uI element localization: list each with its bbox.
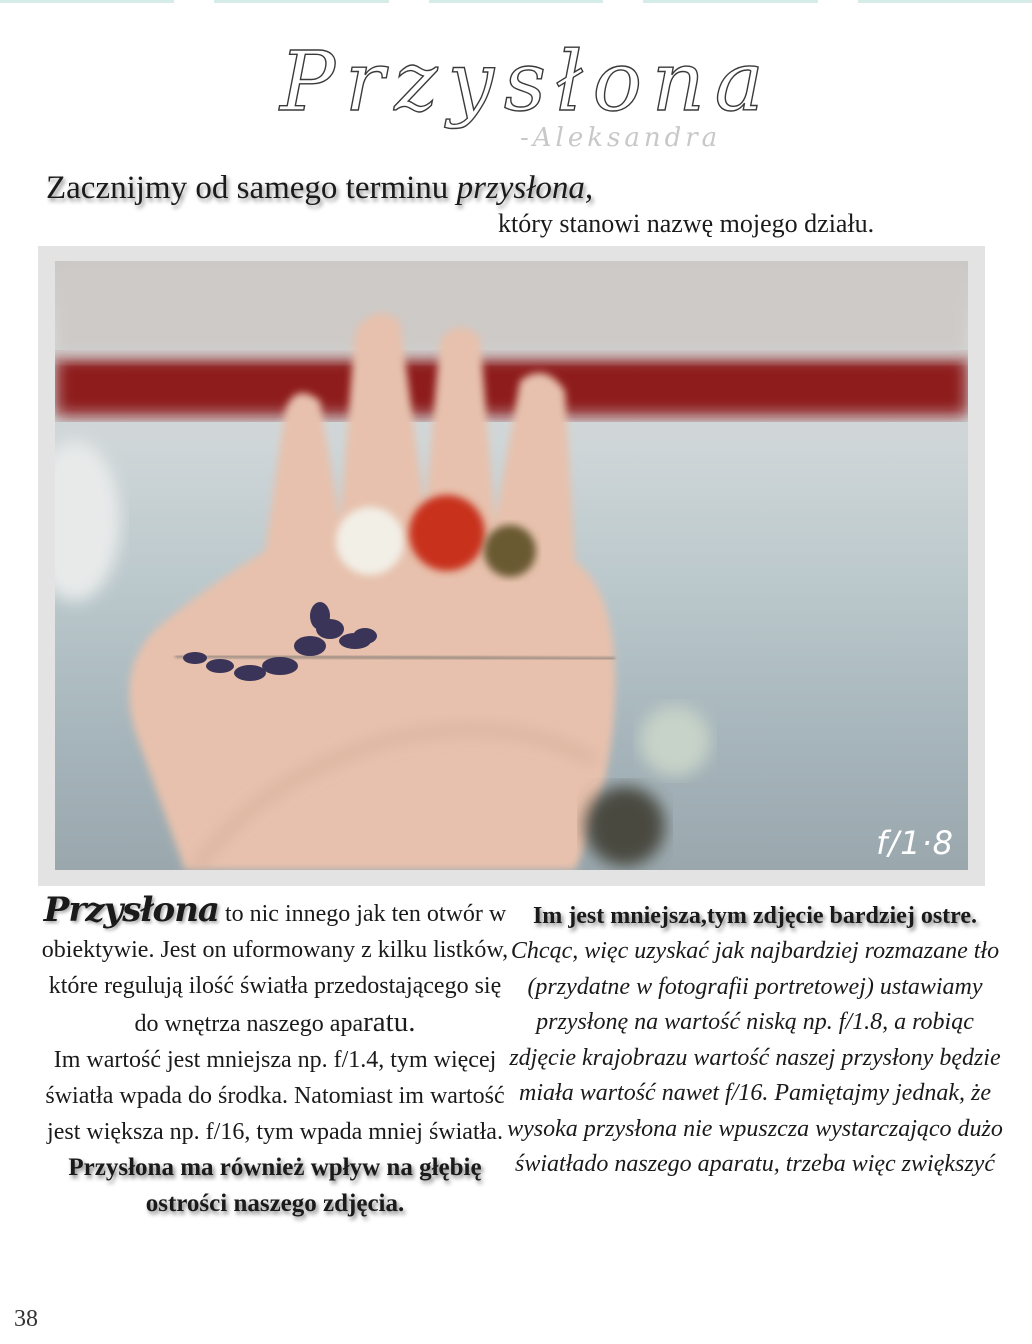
photo-illustration bbox=[55, 261, 968, 870]
hand-lavender-photo bbox=[55, 261, 968, 870]
aperture-label: f/1·8 bbox=[876, 824, 954, 862]
intro-headline bbox=[46, 170, 593, 207]
lead-word: Przysłona bbox=[43, 890, 219, 930]
left-p1-big: ratu. bbox=[363, 1006, 416, 1038]
right-paragraph-1: Im jest mniejsza,tym zdjęcie bardziej ostre. bbox=[532, 903, 978, 929]
intro-subline: który stanowi nazwę mojego działu. bbox=[498, 209, 875, 238]
left-paragraph-2: Im wartość jest mniejsza np. f/1.4, tym więcej światła wpada do środka. Natomiast im wartość jest większa np. f/16, tym wpada mniej światła. bbox=[45, 1047, 505, 1145]
left-paragraph-3: Przysłona ma również wpływ na głębię ostrości naszego zdjęcia. bbox=[68, 1154, 482, 1217]
left-column bbox=[40, 892, 510, 1222]
photo-frame bbox=[38, 246, 985, 886]
right-paragraph-2: Chcąc, więc uzyskać jak najbardziej rozmazane tło (przydatne w fotografii portretowej) ustawiamy przysłonę na wartość niską np. f/1.8, a robiąc zdjęcie krajobrazu wartość naszej przysłony będzie miała wartość nawet f/16. Pamiętajmy jednak, że wysoka przysłona nie wpuszcza wystarczająco dużo światłado naszego aparatu, trzeba więc zwiększyć bbox=[507, 938, 1003, 1177]
handwritten-title bbox=[270, 18, 830, 158]
author-signature: -Aleksandra bbox=[520, 123, 722, 153]
left-paragraph-1 bbox=[40, 892, 510, 1042]
title-text: Przysłona bbox=[280, 35, 774, 130]
top-decoration bbox=[0, 0, 1032, 3]
headline-prefix: Zacznijmy od samego terminu bbox=[46, 170, 457, 206]
headline-term: przysłona, bbox=[456, 170, 594, 206]
page-number: 38 bbox=[14, 1306, 38, 1332]
right-column bbox=[500, 898, 1010, 1183]
left-p1-text: to nic innego jak ten otwór w obiektywie. Jest on uformowany z kilku listków, które regulują ilość światła przedostającego się do wnętrza naszego apa bbox=[41, 901, 509, 1037]
